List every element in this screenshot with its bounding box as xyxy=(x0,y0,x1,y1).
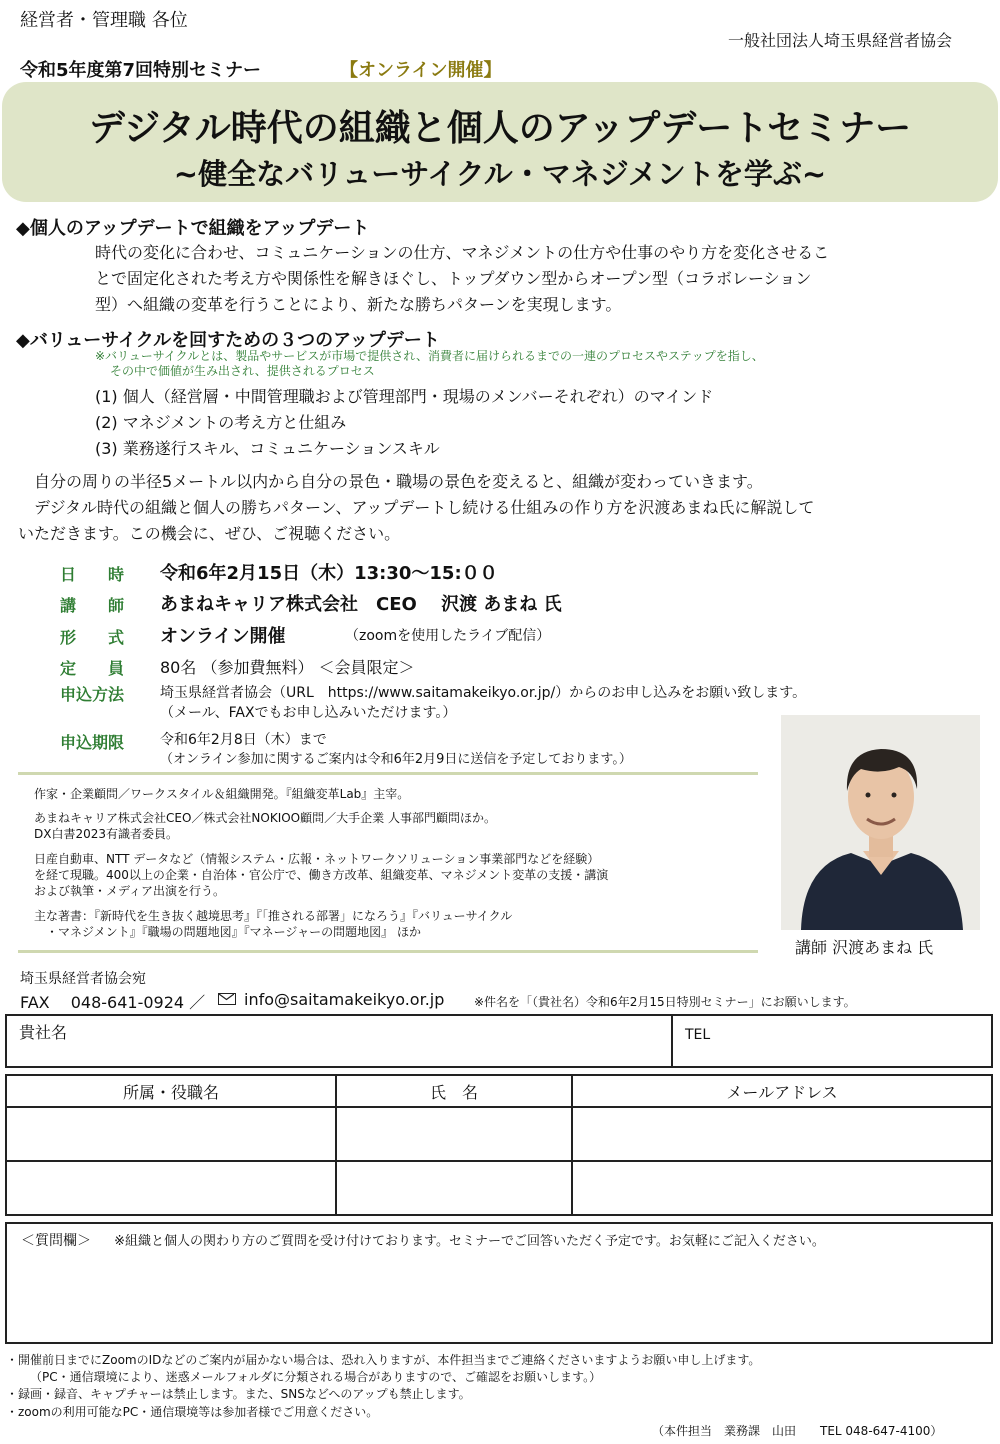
name-input[interactable] xyxy=(336,1161,572,1215)
profile-line: 主な著書：『新時代を生き抜く越境思考』『「推される部署」になろう』『バリューサイクル xyxy=(34,909,513,923)
col-dept-header: 所属・役職名 xyxy=(6,1075,336,1107)
photo-caption: 講師 沢渡あまね 氏 xyxy=(795,938,934,957)
section1-line: 時代の変化に合わせ、コミュニケーションの仕方、マネジメントの仕方や仕事のやり方を変化させるこ xyxy=(95,243,830,262)
addressee: 経営者・管理職 各位 xyxy=(20,10,188,31)
company-field[interactable] xyxy=(6,1015,672,1067)
question-label: ＜質問欄＞ xyxy=(21,1233,91,1249)
profile-line: ・マネジメント』『職場の問題地図』『マネージャーの問題地図』 ほか xyxy=(34,925,421,939)
profile-line: および執筆・メディア出演を行う。 xyxy=(34,884,226,898)
update-item: (1) 個人（経営層・中間管理職および管理部門・現場のメンバーそれぞれ）のマインド xyxy=(95,387,714,406)
profile-line: を経て現職。400以上の企業・自治体・官公庁で、働き方改革、組織変革、マネジメント変革の支援・講演 xyxy=(34,868,609,882)
seminar-subtitle: ~健全なバリューサイクル・マネジメントを学ぶ~ xyxy=(173,157,827,191)
lecturer-label: 講 師 xyxy=(60,596,125,615)
col-email-header: メールアドレス xyxy=(572,1075,992,1107)
footer-note: ・録画・録音、キャプチャーは禁止します。また、SNSなどへのアップも禁止します。 xyxy=(6,1387,471,1401)
tel-label: TEL xyxy=(685,1027,711,1043)
date-label: 日 時 xyxy=(60,565,125,584)
dept-input[interactable] xyxy=(6,1161,336,1215)
company-table xyxy=(5,1014,993,1068)
profile-divider-bottom xyxy=(18,950,758,953)
col-name-header: 氏 名 xyxy=(336,1075,572,1107)
question-table xyxy=(5,1222,993,1344)
table-row xyxy=(6,1107,992,1161)
section1-line: とで固定化された考え方や関係性を解きほぐし、トップダウン型からオープン型（コラボレーション xyxy=(95,269,812,288)
deadline-line: 令和6年2月8日（木）まで xyxy=(160,732,327,748)
question-field[interactable] xyxy=(6,1223,992,1343)
deadline-label: 申込期限 xyxy=(60,733,125,752)
online-tag: 【オンライン開催】 xyxy=(340,60,502,81)
email-input[interactable] xyxy=(572,1161,992,1215)
seminar-number: 令和5年度第7回特別セミナー xyxy=(20,60,262,81)
deadline-line: （オンライン参加に関するご案内は令和6年2月9日に送信を予定しております。） xyxy=(160,752,632,767)
company-label: 貴社名 xyxy=(19,1023,68,1042)
intro-line: いただきます。この機会に、ぜひ、ご視聴ください。 xyxy=(18,524,401,543)
format-note: （zoomを使用したライブ配信） xyxy=(345,628,551,644)
date-value: 令和6年2月15日（木）13:30〜15:００ xyxy=(160,563,498,584)
intro-line: 自分の周りの半径5メートル以内から自分の景色・職場の景色を変えると、組織が変わっていきます。 xyxy=(18,472,763,491)
dept-input[interactable] xyxy=(6,1107,336,1161)
mail-icon xyxy=(218,993,236,1005)
email-address[interactable]: info@saitamakeikyo.or.jp xyxy=(244,990,445,1009)
table-row xyxy=(6,1161,992,1215)
profile-line: 作家・企業顧問／ワークスタイル＆組織開発。『組織変革Lab』主宰。 xyxy=(34,787,410,801)
update-item: (3) 業務遂行スキル、コミュニケーションスキル xyxy=(95,439,440,458)
organizer: 一般社団法人埼玉県経営者協会 xyxy=(728,31,953,50)
value-cycle-note: ※バリューサイクルとは、製品やサービスが市場で提供され、消費者に届けられるまでの一連のプロセスやステップを指し、 xyxy=(95,349,764,363)
intro-line: デジタル時代の組織と個人の勝ちパターン、アップデートし続ける仕組みの作り方を沢渡あまね氏に解説して xyxy=(18,498,815,517)
email-input[interactable] xyxy=(572,1107,992,1161)
update-item: (2) マネジメントの考え方と仕組み xyxy=(95,413,347,432)
profile-line: あまねキャリア株式会社CEO／株式会社NOKIOO顧問／大手企業 人事部門顧問ほか。 xyxy=(34,811,496,825)
value-cycle-note: その中で価値が生み出され、提供されるプロセス xyxy=(110,364,375,378)
profile-line: DX白書2023有識者委員。 xyxy=(34,827,179,841)
question-note: ※組織と個人の関わり方のご質問を受け付けております。セミナーでご回答いただく予定です。お気軽にご記入ください。 xyxy=(114,1234,825,1249)
section1-line: 型）へ組織の変革を行うことにより、新たな勝ちパターンを実現します。 xyxy=(95,295,622,314)
profile-divider-top xyxy=(18,772,758,775)
apply-line: 埼玉県経営者協会（URL https://www.saitamakeikyo.or.jp/）からのお申し込みをお願い致します。 xyxy=(160,685,807,701)
profile-line: 日産自動車、NTT データなど（情報システム・広報・ネットワークソリューション事業部門などを経験） xyxy=(34,852,600,866)
name-input[interactable] xyxy=(336,1107,572,1161)
footer-note: ・zoomの利用可能なPC・通信環境等は参加者様でご用意ください。 xyxy=(6,1405,379,1419)
apply-label: 申込方法 xyxy=(60,685,125,704)
section2-heading: ◆バリューサイクルを回すための３つのアップデート xyxy=(16,330,440,351)
footer-note: （PC・通信環境により、迷惑メールフォルダに分類される場合がありますので、ご確認をお願いします。） xyxy=(30,1370,602,1384)
participant-table xyxy=(5,1074,993,1216)
staff-contact: （本件担当 業務課 山田 TEL 048-647-4100） xyxy=(652,1424,943,1438)
section1-heading: ◆個人のアップデートで組織をアップデート xyxy=(16,218,370,239)
format-label: 形 式 xyxy=(60,628,125,647)
apply-line: （メール、FAXでもお申し込みいただけます。） xyxy=(160,705,457,721)
subject-note: ※件名を「（貴社名）令和6年2月15日特別セミナー」にお願いします。 xyxy=(474,995,856,1009)
footer-note: ・開催前日までにZoomのIDなどのご案内が届かない場合は、恐れ入りますが、本件担当までご連絡くださいますようお願い申し上げます。 xyxy=(6,1353,761,1367)
seminar-title: デジタル時代の組織と個人のアップデートセミナー xyxy=(88,108,912,149)
lecturer-photo xyxy=(781,715,980,930)
contact-to: 埼玉県経営者協会宛 xyxy=(20,971,146,987)
format-value: オンライン開催 xyxy=(160,626,286,647)
fax-number: FAX 048-641-0924 ／ xyxy=(20,993,206,1012)
capacity-value: 80名 （参加費無料） ＜会員限定＞ xyxy=(160,658,415,677)
capacity-label: 定 員 xyxy=(60,659,125,678)
tel-field[interactable] xyxy=(672,1015,992,1067)
lecturer-value: あまねキャリア株式会社 CEO 沢渡 あまね 氏 xyxy=(160,594,562,615)
